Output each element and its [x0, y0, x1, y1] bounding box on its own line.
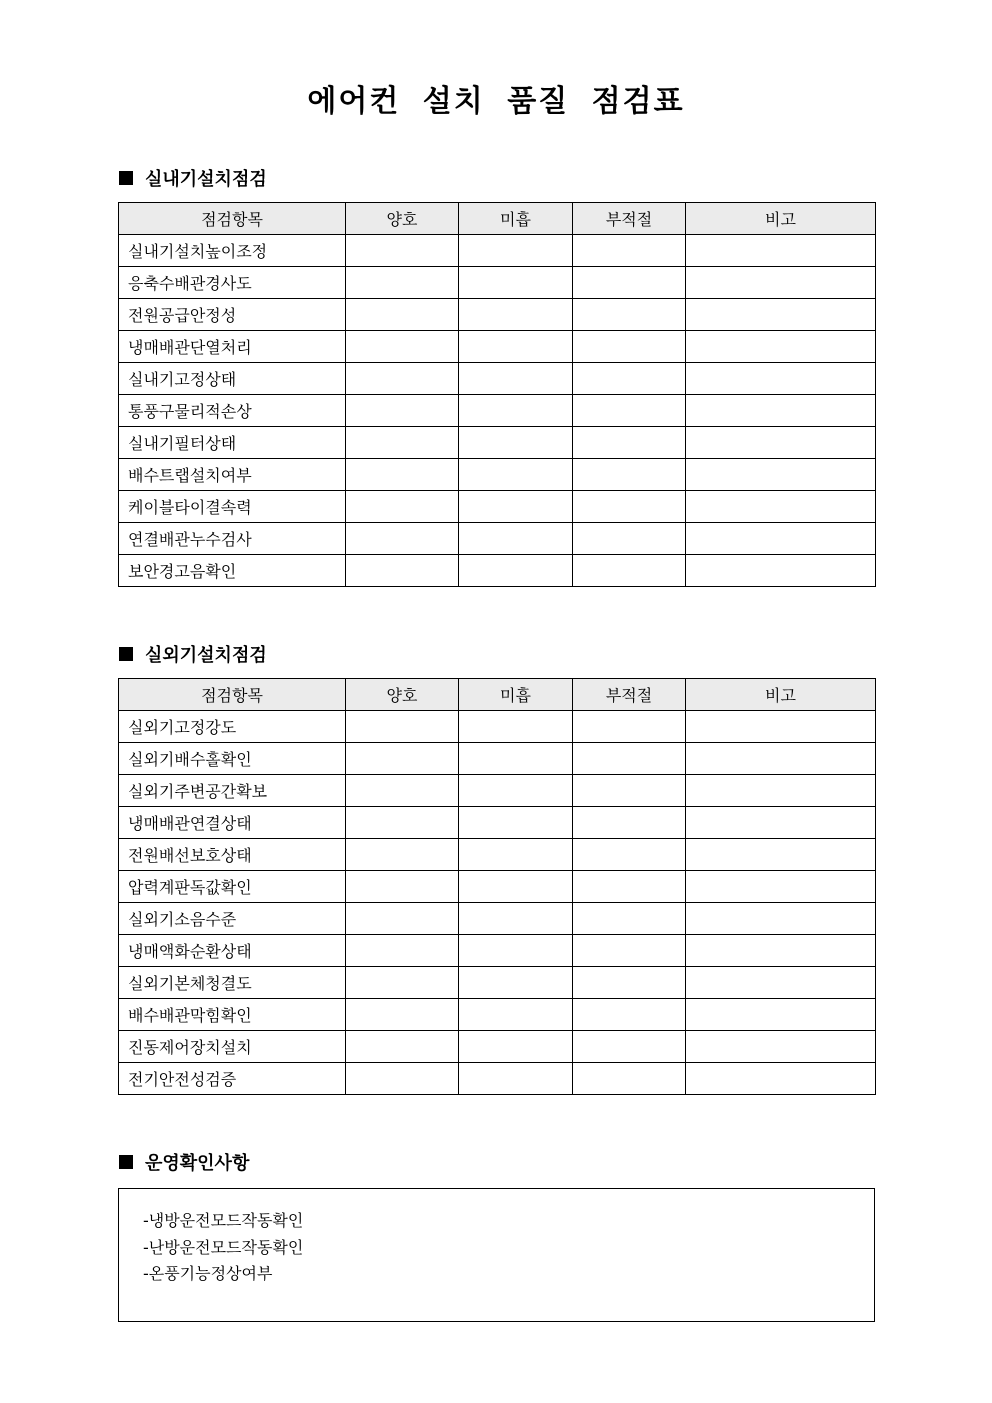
- table-row: [119, 267, 876, 299]
- remarks-cell[interactable]: [686, 967, 876, 999]
- check-item-label: 통풍구물리적손상: [119, 395, 346, 427]
- inappropriate-cell[interactable]: [573, 935, 686, 967]
- inappropriate-cell[interactable]: [573, 395, 686, 427]
- inappropriate-cell[interactable]: [573, 267, 686, 299]
- table-row: [119, 331, 876, 363]
- good-cell[interactable]: [346, 491, 459, 523]
- check-item-label: 실내기설치높이조정: [119, 235, 346, 267]
- table-row: [119, 839, 876, 871]
- insufficient-cell[interactable]: [459, 935, 573, 967]
- outdoor-section-title: 실외기설치점검: [145, 645, 267, 666]
- insufficient-cell[interactable]: [459, 523, 573, 555]
- inappropriate-cell[interactable]: [573, 299, 686, 331]
- table-row: [119, 459, 876, 491]
- insufficient-cell[interactable]: [459, 491, 573, 523]
- inappropriate-cell[interactable]: [573, 235, 686, 267]
- table-row: [119, 427, 876, 459]
- header-good: 양호: [346, 679, 459, 711]
- good-cell[interactable]: [346, 235, 459, 267]
- insufficient-cell[interactable]: [459, 299, 573, 331]
- operation-note-line: -온풍기능정상여부: [143, 1264, 273, 1283]
- check-item-label: 배수트랩설치여부: [119, 459, 346, 491]
- good-cell[interactable]: [346, 1063, 459, 1095]
- check-item-label: 압력계판독값확인: [119, 871, 346, 903]
- good-cell[interactable]: [346, 1031, 459, 1063]
- good-cell[interactable]: [346, 807, 459, 839]
- check-item-label: 케이블타이결속력: [119, 491, 346, 523]
- insufficient-cell[interactable]: [459, 775, 573, 807]
- remarks-cell[interactable]: [686, 235, 876, 267]
- good-cell[interactable]: [346, 839, 459, 871]
- check-item-label: 연결배관누수검사: [119, 523, 346, 555]
- insufficient-cell[interactable]: [459, 839, 573, 871]
- operation-notes-box: [118, 1188, 875, 1322]
- remarks-cell[interactable]: [686, 331, 876, 363]
- remarks-cell[interactable]: [686, 871, 876, 903]
- header-inappropriate: 부적절: [573, 203, 686, 235]
- remarks-cell[interactable]: [686, 395, 876, 427]
- insufficient-cell[interactable]: [459, 903, 573, 935]
- good-cell[interactable]: [346, 395, 459, 427]
- table-row: [119, 775, 876, 807]
- outdoor-check-table: [118, 678, 876, 1095]
- check-item-label: 실외기소음수준: [119, 903, 346, 935]
- check-item-label: 진동제어장치설치: [119, 1031, 346, 1063]
- inappropriate-cell[interactable]: [573, 775, 686, 807]
- good-cell[interactable]: [346, 967, 459, 999]
- inappropriate-cell[interactable]: [573, 967, 686, 999]
- remarks-cell[interactable]: [686, 903, 876, 935]
- table-row: [119, 1031, 876, 1063]
- table-row: [119, 1063, 876, 1095]
- header-remarks: 비고: [686, 203, 876, 235]
- insufficient-cell[interactable]: [459, 1063, 573, 1095]
- inappropriate-cell[interactable]: [573, 491, 686, 523]
- operation-section-title: 운영확인사항: [145, 1153, 250, 1174]
- indoor-check-table: [118, 202, 876, 587]
- good-cell[interactable]: [346, 935, 459, 967]
- check-item-label: 실내기필터상태: [119, 427, 346, 459]
- remarks-cell[interactable]: [686, 363, 876, 395]
- outdoor-table-body: [119, 711, 876, 1095]
- header-check-item: 점검항목: [119, 679, 346, 711]
- check-item-label: 냉매배관연결상태: [119, 807, 346, 839]
- insufficient-cell[interactable]: [459, 267, 573, 299]
- table-row: [119, 967, 876, 999]
- square-bullet-icon: [119, 647, 133, 661]
- outdoor-section-heading: [119, 642, 267, 666]
- inappropriate-cell[interactable]: [573, 363, 686, 395]
- header-inappropriate: 부적절: [573, 679, 686, 711]
- good-cell[interactable]: [346, 711, 459, 743]
- table-header-row: [119, 203, 876, 235]
- inappropriate-cell[interactable]: [573, 807, 686, 839]
- inappropriate-cell[interactable]: [573, 1063, 686, 1095]
- check-item-label: 전원공급안정성: [119, 299, 346, 331]
- remarks-cell[interactable]: [686, 459, 876, 491]
- check-item-label: 배수배관막힘확인: [119, 999, 346, 1031]
- inappropriate-cell[interactable]: [573, 903, 686, 935]
- table-row: [119, 491, 876, 523]
- table-row: [119, 395, 876, 427]
- indoor-section-heading: [119, 166, 267, 190]
- table-row: [119, 523, 876, 555]
- good-cell[interactable]: [346, 363, 459, 395]
- indoor-section-title: 실내기설치점검: [145, 169, 267, 190]
- good-cell[interactable]: [346, 555, 459, 587]
- table-row: [119, 235, 876, 267]
- operation-note-line: -냉방운전모드작동확인: [143, 1211, 304, 1230]
- inappropriate-cell[interactable]: [573, 839, 686, 871]
- good-cell[interactable]: [346, 523, 459, 555]
- square-bullet-icon: [119, 171, 133, 185]
- table-row: [119, 935, 876, 967]
- table-row: [119, 743, 876, 775]
- insufficient-cell[interactable]: [459, 363, 573, 395]
- remarks-cell[interactable]: [686, 267, 876, 299]
- check-item-label: 전원배선보호상태: [119, 839, 346, 871]
- check-item-label: 실외기고정강도: [119, 711, 346, 743]
- table-row: [119, 555, 876, 587]
- operation-section-heading: [119, 1150, 249, 1174]
- good-cell[interactable]: [346, 775, 459, 807]
- header-insufficient: 미흡: [459, 203, 573, 235]
- remarks-cell[interactable]: [686, 523, 876, 555]
- header-check-item: 점검항목: [119, 203, 346, 235]
- table-row: [119, 903, 876, 935]
- operation-note-line: -난방운전모드작동확인: [143, 1237, 304, 1257]
- insufficient-cell[interactable]: [459, 743, 573, 775]
- insufficient-cell[interactable]: [459, 967, 573, 999]
- table-row: [119, 999, 876, 1031]
- insufficient-cell[interactable]: [459, 395, 573, 427]
- good-cell[interactable]: [346, 427, 459, 459]
- remarks-cell[interactable]: [686, 743, 876, 775]
- insufficient-cell[interactable]: [459, 555, 573, 587]
- remarks-cell[interactable]: [686, 999, 876, 1031]
- insufficient-cell[interactable]: [459, 711, 573, 743]
- inappropriate-cell[interactable]: [573, 331, 686, 363]
- insufficient-cell[interactable]: [459, 459, 573, 491]
- check-item-label: 보안경고음확인: [119, 555, 346, 587]
- header-insufficient: 미흡: [459, 679, 573, 711]
- check-item-label: 실외기본체청결도: [119, 967, 346, 999]
- remarks-cell[interactable]: [686, 555, 876, 587]
- good-cell[interactable]: [346, 999, 459, 1031]
- inappropriate-cell[interactable]: [573, 1031, 686, 1063]
- insufficient-cell[interactable]: [459, 235, 573, 267]
- remarks-cell[interactable]: [686, 775, 876, 807]
- inappropriate-cell[interactable]: [573, 523, 686, 555]
- inappropriate-cell[interactable]: [573, 555, 686, 587]
- document-title: 에어컨 설치 품질 점검표: [307, 84, 685, 119]
- inappropriate-cell[interactable]: [573, 427, 686, 459]
- good-cell[interactable]: [346, 331, 459, 363]
- insufficient-cell[interactable]: [459, 999, 573, 1031]
- inappropriate-cell[interactable]: [573, 459, 686, 491]
- insufficient-cell[interactable]: [459, 807, 573, 839]
- inappropriate-cell[interactable]: [573, 871, 686, 903]
- good-cell[interactable]: [346, 871, 459, 903]
- good-cell[interactable]: [346, 299, 459, 331]
- good-cell[interactable]: [346, 903, 459, 935]
- remarks-cell[interactable]: [686, 839, 876, 871]
- inappropriate-cell[interactable]: [573, 711, 686, 743]
- table-row: [119, 871, 876, 903]
- inappropriate-cell[interactable]: [573, 743, 686, 775]
- remarks-cell[interactable]: [686, 935, 876, 967]
- remarks-cell[interactable]: [686, 491, 876, 523]
- check-item-label: 응축수배관경사도: [119, 267, 346, 299]
- remarks-cell[interactable]: [686, 807, 876, 839]
- square-bullet-icon: [119, 1155, 133, 1169]
- remarks-cell[interactable]: [686, 299, 876, 331]
- header-remarks: 비고: [686, 679, 876, 711]
- table-row: [119, 363, 876, 395]
- insufficient-cell[interactable]: [459, 331, 573, 363]
- check-item-label: 냉매배관단열처리: [119, 331, 346, 363]
- good-cell[interactable]: [346, 459, 459, 491]
- inappropriate-cell[interactable]: [573, 999, 686, 1031]
- insufficient-cell[interactable]: [459, 1031, 573, 1063]
- check-item-label: 실내기고정상태: [119, 363, 346, 395]
- check-item-label: 냉매액화순환상태: [119, 935, 346, 967]
- remarks-cell[interactable]: [686, 1031, 876, 1063]
- check-item-label: 실외기배수홀확인: [119, 743, 346, 775]
- check-item-label: 실외기주변공간확보: [119, 775, 346, 807]
- header-good: 양호: [346, 203, 459, 235]
- insufficient-cell[interactable]: [459, 427, 573, 459]
- table-row: [119, 807, 876, 839]
- table-row: [119, 299, 876, 331]
- good-cell[interactable]: [346, 267, 459, 299]
- insufficient-cell[interactable]: [459, 871, 573, 903]
- remarks-cell[interactable]: [686, 427, 876, 459]
- check-item-label: 전기안전성검증: [119, 1063, 346, 1095]
- table-header-row: [119, 679, 876, 711]
- indoor-table-body: [119, 235, 876, 587]
- good-cell[interactable]: [346, 743, 459, 775]
- table-row: [119, 711, 876, 743]
- remarks-cell[interactable]: [686, 711, 876, 743]
- remarks-cell[interactable]: [686, 1063, 876, 1095]
